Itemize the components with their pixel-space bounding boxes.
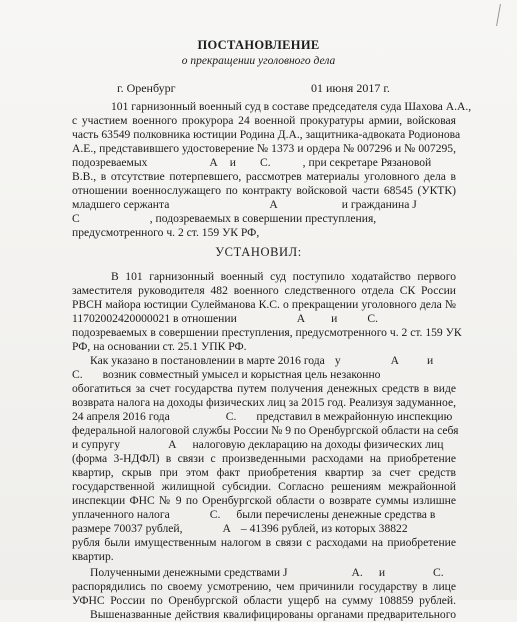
text-fragment: уплаченного налога [72, 508, 170, 521]
text-line: РФ, на основании ст. 25.1 УПК РФ. [72, 340, 247, 353]
text-line: часть 63549 полковника юстиции Родина Д.А., защитника-адвоката Родионова [72, 128, 461, 141]
text-fragment: С. [209, 508, 221, 521]
text-fragment: возник совместный умысел и корыстная цель незаконно [102, 368, 381, 381]
text-fragment: и [331, 312, 338, 325]
text-line [90, 354, 433, 368]
document-city: г. Оренбург [117, 81, 176, 95]
text-line: Вышеназванные действия квалифицированы органами предварительного [90, 608, 456, 621]
text-line [72, 522, 408, 536]
text-line: заместителя руководителя 482 военного следственного отдела СК России [72, 284, 456, 297]
text-fragment: С. [260, 156, 271, 169]
text-fragment: и [378, 566, 386, 579]
text-fragment: и [229, 156, 237, 169]
text-line [72, 212, 376, 226]
text-line: инспекции ФНС № 9 по Оренбургской области о возврате суммы излишне [72, 494, 456, 507]
text-fragment: А [209, 156, 218, 169]
text-line: В.В., в отсутствие потерпевшего, рассмотрев материалы уголовного дела в [72, 170, 456, 183]
text-fragment: подозреваемых [72, 156, 148, 169]
text-fragment: и супругу [72, 438, 121, 451]
text-line: (форма 3-НДФЛ) в связи с произведенными расходами на приобретение [72, 452, 456, 465]
text-line: рубля были имущественным налогом в связи с расходами на приобретение [72, 536, 456, 549]
text-line: квартир, скрыв при этом факт приобретения квартир за счет средств [72, 466, 456, 479]
text-line: распорядились по своему усмотрению, чем причинили государству в лице [72, 580, 456, 593]
text-fragment: размере 70037 рублей, [72, 522, 183, 535]
text-fragment: С. [433, 566, 444, 579]
text-line: обогатиться за счет государства путем получения денежных средств в виде [72, 382, 456, 395]
text-line [72, 312, 378, 326]
text-line [90, 566, 444, 580]
text-line [72, 156, 431, 170]
text-fragment: и [426, 354, 434, 367]
text-line: с участием военного прокурора 24 военной прокуратуры армии, войсковая [72, 114, 456, 127]
text-fragment: С. [225, 410, 237, 423]
text-line: А.Е., представившего удостоверение № 1373 и ордера № 007296 и № 007295, [72, 142, 456, 155]
text-line [72, 198, 417, 212]
text-fragment: А [296, 312, 306, 325]
text-line [72, 438, 443, 452]
text-fragment: , подозреваемых в совершении преступления, [149, 212, 377, 225]
text-fragment: представил в межрайонную инспекцию [256, 410, 453, 423]
section-heading: УСТАНОВИЛ: [215, 245, 302, 259]
corner-pen-mark [486, 4, 501, 26]
text-line [72, 508, 435, 522]
text-line: возврата налога на доходы физических лиц за 2015 год. Реализуя задуманное, [72, 396, 456, 409]
text-fragment: , при секретаре Рязановой [302, 156, 432, 169]
document-title: ПОСТАНОВЛЕНИЕ [197, 38, 320, 52]
text-fragment: были перечислены денежные средства в [236, 508, 436, 521]
text-fragment: Как указано в постановлении в марте 2016 года [90, 354, 325, 367]
text-fragment: А [168, 438, 177, 451]
text-line: отношении военнослужащего по контракту войсковой части 68545 (УКТК) [72, 184, 456, 197]
text-fragment: у [334, 354, 341, 367]
text-line [72, 410, 452, 424]
text-line: подозреваемых в совершении преступления, предусмотренного ч. 2 ст. 159 УК [72, 326, 462, 339]
text-fragment: С. [72, 368, 83, 381]
text-line: предусмотренного ч. 2 ст. 159 УК РФ, [72, 226, 260, 239]
text-fragment: 24 апреля 2016 года [72, 410, 170, 423]
text-fragment: и гражданина Ј [341, 198, 417, 211]
text-fragment: С [72, 212, 80, 225]
text-fragment: С. [367, 312, 379, 325]
text-fragment: Полученными денежными средствами Ј [90, 566, 288, 579]
text-fragment: – 41396 рублей, из которых 38822 [240, 522, 408, 535]
text-fragment: 11702002420000021 в отношении [72, 312, 237, 325]
text-fragment: налоговую декларацию на доходы физических лиц [192, 438, 444, 451]
document-subtitle: о прекращении уголовного дела [181, 55, 336, 67]
text-fragment: А [222, 522, 231, 535]
text-fragment: А [269, 198, 278, 211]
text-line: РВСН майора юстиции Сулейманова К.С. о прекращении уголовного дела № [72, 298, 456, 311]
text-fragment: А. [351, 566, 363, 579]
text-line [72, 368, 380, 382]
text-fragment: А [390, 354, 399, 367]
text-line: государственной жилищной субсидии. Согласно решениям межрайонной [72, 480, 456, 493]
text-line: квартир. [72, 550, 114, 563]
text-line: федеральной налоговой службы России № 9 по Оренбургской области на себя [72, 424, 459, 437]
text-line: 101 гарнизонный военный суд в составе председателя суда Шахова А.А., [111, 100, 472, 113]
text-line: В 101 гарнизонный военный суд поступило ходатайство первого [111, 270, 456, 283]
document-date: 01 июня 2017 г. [311, 81, 390, 95]
text-line: УФНС России по Оренбургской области ущерб на сумму 108859 рублей. [72, 594, 456, 607]
text-fragment: младшего сержанта [72, 198, 170, 211]
